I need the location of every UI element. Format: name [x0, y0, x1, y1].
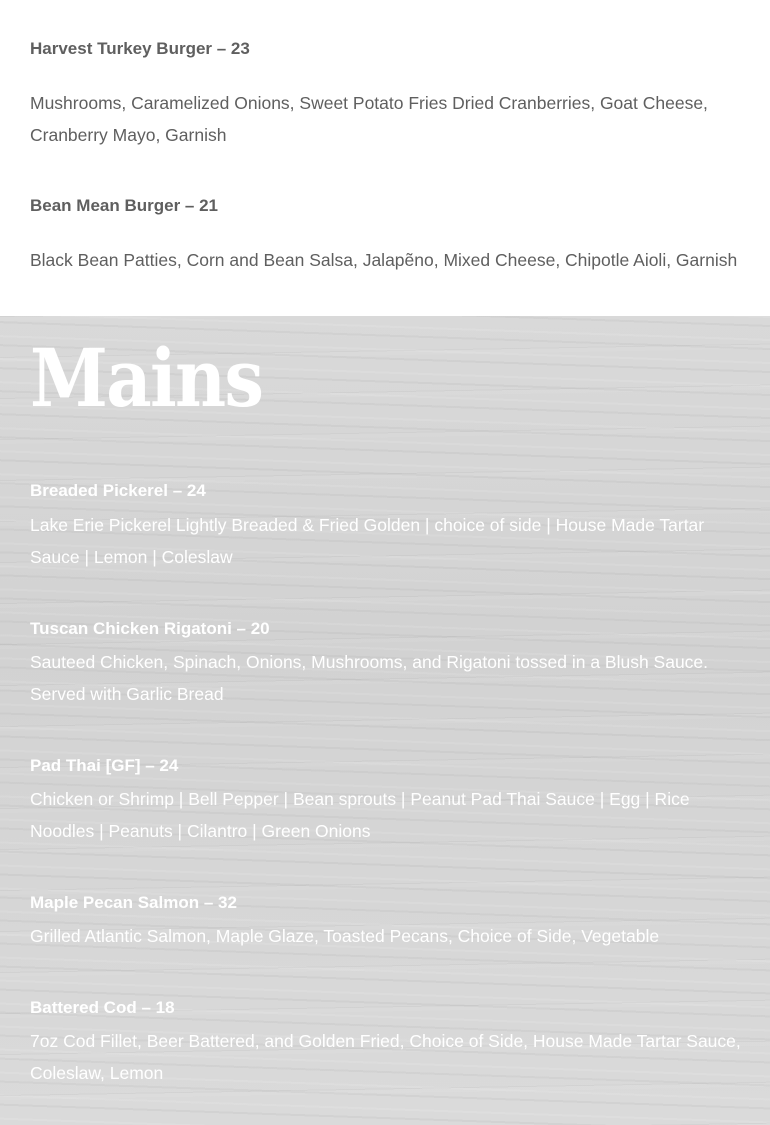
menu-item-title: Tuscan Chicken Rigatoni – 20: [30, 619, 270, 638]
burgers-section: [0, 0, 770, 316]
menu-item-description: Lake Erie Pickerel Lightly Breaded & Fried Golden | choice of side | House Made Tartar Sauce | Lemon | Coleslaw: [30, 515, 705, 567]
menu-item-description: Chicken or Shrimp | Bell Pepper | Bean sprouts | Peanut Pad Thai Sauce | Egg | Rice Noodles | Peanuts | Cilantro | Green Onions: [30, 789, 690, 841]
menu-item-description: Mushrooms, Caramelized Onions, Sweet Potato Fries Dried Cranberries, Goat Cheese, Cranberry Mayo, Garnish: [30, 93, 708, 145]
menu-item-description: 7oz Cod Fillet, Beer Battered, and Golden Fried, Choice of Side, House Made Tartar Sauce, Coleslaw, Lemon: [30, 1031, 741, 1083]
menu-item-description: Sauteed Chicken, Spinach, Onions, Mushrooms, and Rigatoni tossed in a Blush Sauce. Served with Garlic Bread: [30, 652, 709, 704]
menu-item-title: Maple Pecan Salmon – 32: [30, 893, 237, 912]
menu-item-title: Battered Cod – 18: [30, 998, 175, 1017]
menu-item-description: Black Bean Patties, Corn and Bean Salsa, Jalapẽno, Mixed Cheese, Chipotle Aioli, Garnish: [30, 250, 738, 270]
menu-item-title: Breaded Pickerel – 24: [30, 481, 206, 500]
mains-section: [0, 316, 770, 1125]
mains-heading: Mains: [30, 331, 263, 425]
menu-item-description: Grilled Atlantic Salmon, Maple Glaze, Toasted Pecans, Choice of Side, Vegetable: [30, 926, 660, 946]
menu-item-title: Bean Mean Burger – 21: [30, 196, 219, 215]
menu-item-title: Harvest Turkey Burger – 23: [30, 39, 250, 58]
menu-item-title: Pad Thai [GF] – 24: [30, 756, 179, 775]
